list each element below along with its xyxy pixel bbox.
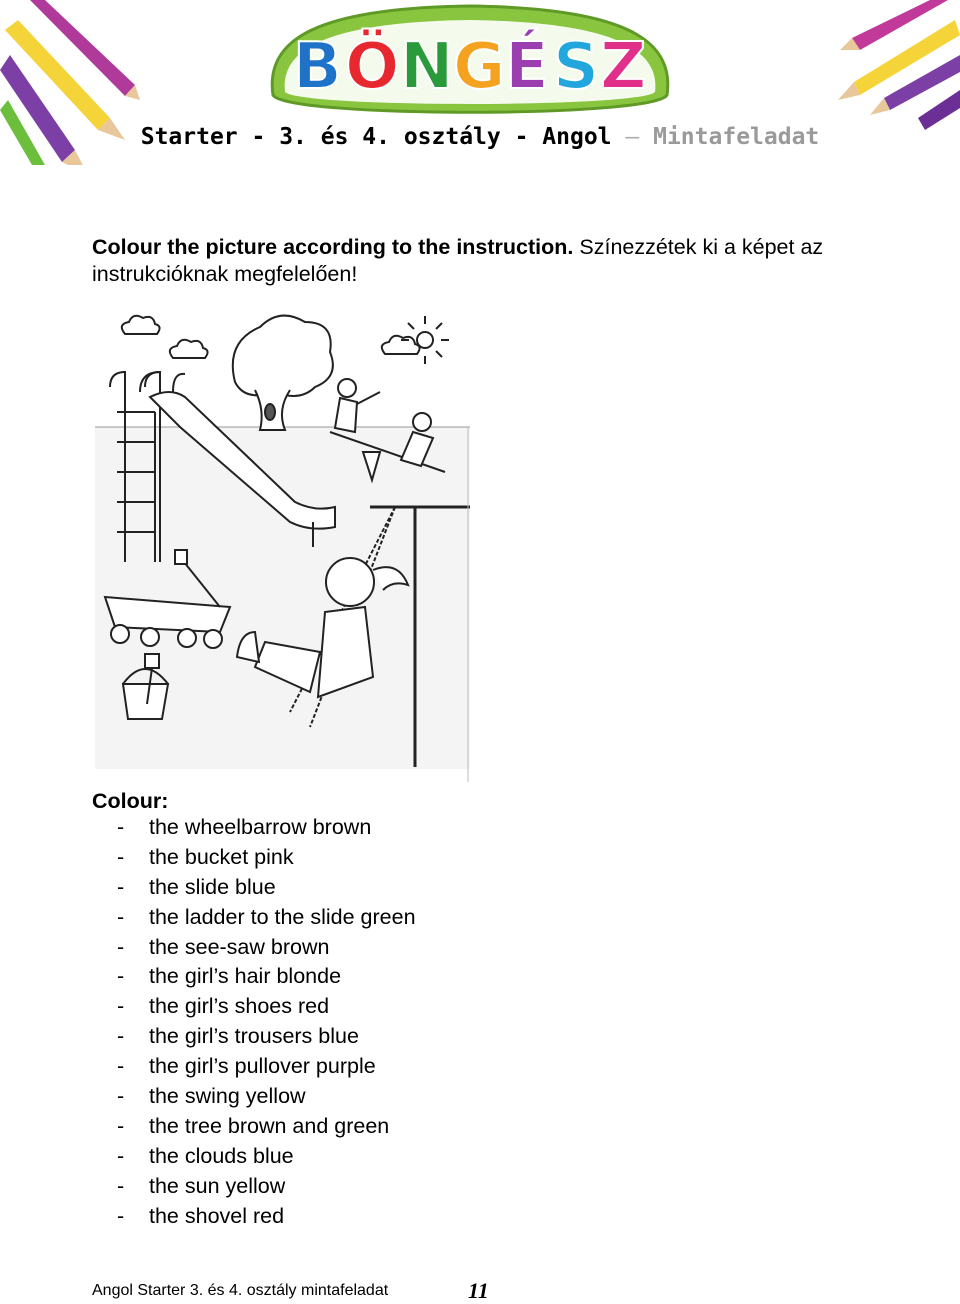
cloud-icon [170,340,208,358]
list-item-text: the girl’s hair blonde [149,964,342,989]
list-bullet: - [117,1054,125,1079]
list-item-text: the sun yellow [149,1173,286,1198]
svg-text:G: G [453,30,506,104]
list-item-text: the girl’s pullover purple [149,1054,376,1079]
list-item-text: the shovel red [149,1203,285,1228]
svg-text:É: É [505,30,549,104]
list-bullet: - [117,874,125,899]
list-item [117,1022,416,1052]
tree-icon [233,316,333,430]
list-bullet: - [117,1173,125,1198]
boy-figure-icon [335,379,380,432]
task-instruction [92,234,892,288]
list-bullet: - [117,1143,125,1168]
list-bullet: - [117,994,125,1019]
list-bullet: - [117,844,125,869]
list-bullet: - [117,1113,125,1138]
cloud-icon [382,336,420,354]
list-item [117,843,416,873]
sun-icon [401,316,449,364]
list-item [117,1172,416,1202]
list-item-text: the tree brown and green [149,1113,390,1138]
list-item-text: the girl’s shoes red [149,994,330,1019]
page-subtitle [0,124,960,150]
pencil-magenta-icon [30,0,140,100]
list-item [117,1142,416,1172]
playground-colouring-picture [95,312,473,782]
instruction-hungarian: Színezzétek ki a képet az instrukcióknak megfelelően! [92,235,824,286]
subtitle-tail: Mintafeladat [653,124,820,150]
svg-text:Z: Z [600,30,647,104]
list-bullet: - [117,1203,125,1228]
svg-text:B: B [293,30,342,104]
svg-text:S: S [553,30,600,104]
list-item [117,962,416,992]
list-item [117,992,416,1022]
list-item-text: the bucket pink [149,844,294,869]
subtitle-separator: – [625,124,640,150]
list-item [117,903,416,933]
list-item-text: the swing yellow [149,1084,306,1109]
list-item [117,873,416,903]
list-bullet: - [117,1024,125,1049]
list-bullet: - [117,815,125,839]
bongesz-logo-graphic [255,0,685,120]
list-item-text: the see-saw brown [149,934,330,959]
cloud-icon [122,316,160,334]
list-item [117,813,416,843]
list-item [117,1202,416,1232]
list-bullet: - [117,934,125,959]
logo-letters [293,28,646,104]
instruction-english: Colour the picture according to the instruction. [92,235,574,259]
footer-text: Angol Starter 3. és 4. osztály mintafeladat [92,1282,389,1299]
list-item-text: the wheelbarrow brown [149,815,372,839]
list-item-text: the clouds blue [149,1143,294,1168]
list-item [117,933,416,963]
list-item-text: the girl’s trousers blue [149,1024,359,1049]
subtitle-main: Starter - 3. és 4. osztály - Angol [140,124,612,150]
list-bullet: - [117,964,125,989]
pencils-decoration-right [830,0,960,135]
list-item-text: the slide blue [149,874,276,899]
list-item [117,1052,416,1082]
colour-instruction-list [117,813,416,1231]
list-bullet: - [117,904,125,929]
list-item [117,1112,416,1142]
svg-text:Ö: Ö [345,30,400,104]
colour-list-heading: Colour: [92,789,169,813]
list-item [117,1082,416,1112]
svg-text:N: N [400,30,454,104]
list-bullet: - [117,1084,125,1109]
list-item-text: the ladder to the slide green [149,904,416,929]
pencil-yellow-icon [838,20,960,100]
page-number: 11 [468,1278,489,1303]
bongesz-logo [255,0,685,120]
